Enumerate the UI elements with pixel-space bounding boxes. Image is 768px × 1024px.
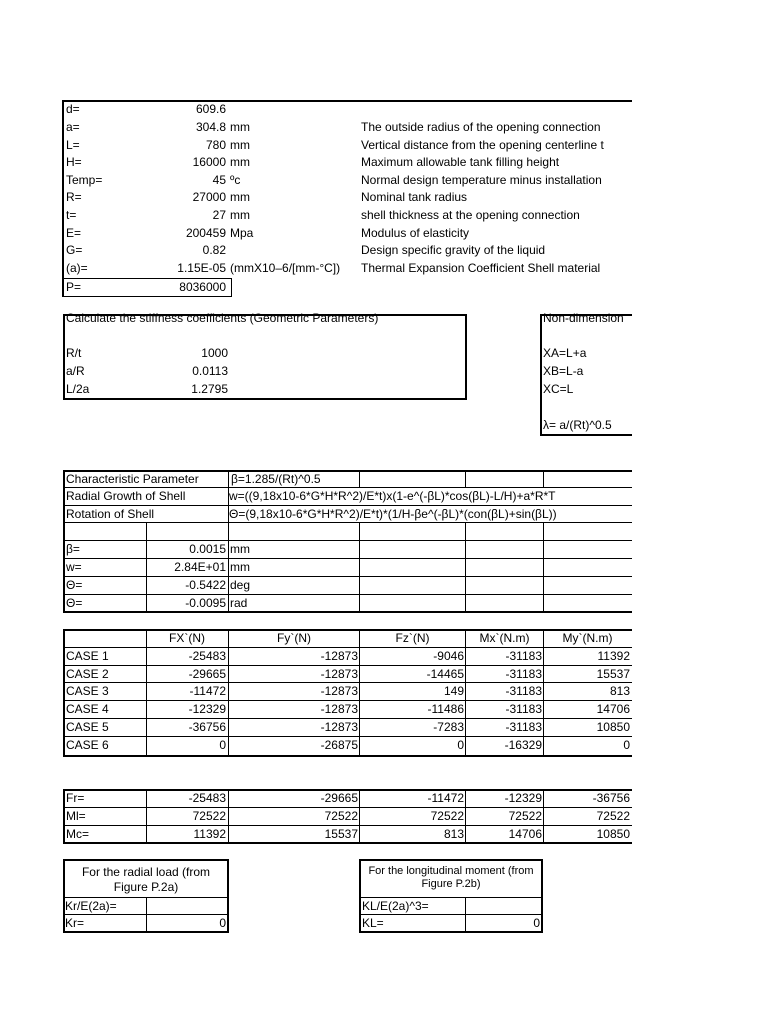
load-column-header: Mx`(N.m) [479, 631, 530, 645]
load-column-header: FX`(N) [169, 631, 205, 645]
param-description: shell thickness at the opening connection [361, 208, 580, 222]
stiffness-label-l2a: L/2a [66, 382, 90, 396]
stiffness-value-l2a: 1.2795 [191, 382, 228, 396]
param-description: Vertical distance from the opening centerline t [361, 138, 604, 152]
char-label-radial: Radial Growth of Shell [66, 489, 186, 503]
summary-cell: -25483 [188, 791, 226, 805]
load-cell: -36756 [188, 720, 226, 734]
nondim-title: Non-dimension [543, 311, 624, 325]
char-formula-theta: Θ=(9,18x10-6*G*H*R^2)/E*t)*(1/H-βe^(-βL)*(con(βL)+sin(βL)) [229, 507, 557, 521]
param-value: 8036000 [179, 280, 226, 294]
result-label: Θ= [66, 596, 83, 610]
summary-cell: 72522 [596, 809, 630, 823]
char-formula-w: w=((9,18x10-6*G*H*R^2)/E*t)x(1-e^(-βL)*cos(βL)-L/H)+a*R*T [229, 489, 556, 503]
nondim-xa: XA=L+a [543, 346, 587, 360]
load-cell: -25483 [188, 649, 226, 663]
radial-kr-ratio-label: Kr/E(2a)= [65, 899, 117, 913]
result-label: β= [66, 542, 80, 556]
load-cell: 15537 [596, 667, 630, 681]
param-value: 0.82 [202, 243, 226, 257]
summary-cell: 72522 [192, 809, 226, 823]
load-cell: -12873 [320, 649, 358, 663]
param-description: Thermal Expansion Coefficient Shell material [361, 261, 601, 275]
summary-cell: 11392 [193, 827, 226, 841]
param-unit: ºc [230, 173, 241, 187]
param-value: 304.8 [195, 120, 226, 134]
summary-cell: 72522 [430, 809, 464, 823]
load-cell: 14706 [596, 702, 630, 716]
load-cell: 0 [457, 738, 464, 752]
result-unit: mm [230, 542, 250, 556]
result-value: -0.5422 [185, 578, 226, 592]
nondim-lambda: λ= a/(Rt)^0.5 [543, 418, 612, 432]
load-cell: -31183 [505, 649, 542, 663]
result-unit: rad [230, 596, 248, 610]
param-value: 27 [212, 208, 226, 222]
load-cell: -12873 [320, 702, 358, 716]
result-value: 0.0015 [189, 542, 226, 556]
nondim-xb: XB=L-a [543, 364, 584, 378]
param-value: 780 [205, 138, 226, 152]
load-case-label: CASE 4 [66, 702, 109, 716]
param-unit: Mpa [230, 226, 254, 240]
load-cell: 0 [623, 738, 630, 752]
radial-load-title: For the radial load (from Figure P.2a) [81, 865, 211, 894]
param-label: E= [66, 226, 82, 240]
char-label-param: Characteristic Parameter [66, 472, 199, 486]
param-label: (a)= [66, 261, 88, 275]
load-cell: -31183 [505, 667, 542, 681]
param-label: d= [66, 102, 80, 116]
longit-kl-value: 0 [533, 916, 540, 930]
param-description: Nominal tank radius [361, 190, 468, 204]
radial-kr-value: 0 [219, 916, 226, 930]
char-label-rotation: Rotation of Shell [66, 507, 155, 521]
param-unit: mm [230, 155, 250, 169]
longitudinal-moment-title: For the longitudinal moment (from Figure P.2b) [368, 865, 534, 890]
load-case-label: CASE 3 [66, 684, 109, 698]
param-label: G= [66, 243, 83, 257]
load-column-header: Fz`(N) [395, 631, 430, 645]
summary-cell: 72522 [324, 809, 358, 823]
nondim-xc: XC=L [543, 382, 574, 396]
param-value: 45 [212, 173, 226, 187]
summary-label: Fr= [66, 791, 85, 805]
param-value: 609.6 [195, 102, 226, 116]
param-label: H= [66, 155, 82, 169]
load-cell: -31183 [505, 702, 542, 716]
summary-label: Ml= [66, 809, 86, 823]
load-case-label: CASE 5 [66, 720, 109, 734]
load-cell: -31183 [505, 720, 542, 734]
load-column-header: My`(N.m) [562, 631, 613, 645]
param-description: Modulus of elasticity [361, 226, 470, 240]
stiffness-label-ar: a/R [66, 364, 85, 378]
param-label: L= [66, 138, 80, 152]
result-label: w= [66, 560, 82, 574]
summary-cell: -11472 [427, 791, 464, 805]
load-cell: 149 [443, 684, 464, 698]
load-case-label: CASE 6 [66, 738, 109, 752]
param-value: 27000 [192, 190, 226, 204]
stiffness-label-rt: R/t [66, 346, 82, 360]
result-unit: deg [230, 578, 251, 592]
param-label: P= [66, 280, 82, 294]
param-label: Temp= [66, 173, 103, 187]
summary-label: Mc= [66, 827, 90, 841]
load-cell: -31183 [505, 684, 542, 698]
result-label: Θ= [66, 578, 83, 592]
load-cell: 11392 [597, 649, 630, 663]
load-cell: -16329 [504, 738, 542, 752]
result-value: -0.0095 [185, 596, 226, 610]
param-value: 1.15E-05 [177, 261, 226, 275]
load-cell: -11486 [427, 702, 464, 716]
param-label: R= [66, 190, 82, 204]
param-label: a= [66, 120, 80, 134]
param-label: t= [66, 208, 77, 222]
load-cell: -14465 [426, 667, 464, 681]
summary-cell: 15537 [324, 827, 358, 841]
param-value: 200459 [185, 226, 226, 240]
load-cell: 0 [219, 738, 226, 752]
param-description: Normal design temperature minus installation [361, 173, 602, 187]
param-unit: (mmX10–6/[mm-°C]) [230, 261, 341, 275]
param-value: 16000 [192, 155, 226, 169]
param-unit: mm [230, 208, 250, 222]
param-unit: mm [230, 190, 250, 204]
longit-kl-label: KL= [362, 916, 384, 930]
stiffness-value-ar: 0.0113 [192, 364, 228, 378]
load-cell: 813 [609, 684, 630, 698]
radial-kr-label: Kr= [65, 916, 85, 930]
param-unit: mm [230, 138, 250, 152]
stiffness-title: Calculate the stiffness coefficients (Geometric Parameters) [66, 311, 379, 325]
param-description: Design specific gravity of the liquid [361, 243, 546, 257]
load-cell: -26875 [320, 738, 358, 752]
summary-cell: 10850 [596, 827, 630, 841]
load-cell: -9046 [433, 649, 464, 663]
load-cell: 10850 [596, 720, 630, 734]
result-unit: mm [230, 560, 250, 574]
stiffness-value-rt: 1000 [201, 346, 228, 360]
load-cell: -12329 [188, 702, 226, 716]
load-cell: -7283 [433, 720, 464, 734]
load-column-header: Fy`(N) [277, 631, 311, 645]
load-case-label: CASE 1 [66, 649, 109, 663]
summary-cell: 14706 [508, 827, 542, 841]
summary-cell: 813 [443, 827, 464, 841]
char-formula-beta: β=1.285/(Rt)^0.5 [231, 472, 321, 486]
param-description: The outside radius of the opening connection [361, 120, 601, 134]
load-cell: -29665 [188, 667, 226, 681]
param-unit: mm [230, 120, 250, 134]
summary-cell: 72522 [508, 809, 542, 823]
longit-kl-ratio-label: KL/E(2a)^3= [362, 899, 429, 913]
load-case-label: CASE 2 [66, 667, 109, 681]
load-cell: -12873 [320, 667, 358, 681]
load-cell: -11472 [189, 684, 226, 698]
result-value: 2.84E+01 [174, 560, 226, 574]
summary-cell: -29665 [320, 791, 358, 805]
summary-cell: -36756 [592, 791, 630, 805]
summary-cell: -12329 [504, 791, 542, 805]
load-cell: -12873 [320, 684, 358, 698]
param-description: Maximum allowable tank filling height [361, 155, 560, 169]
load-cell: -12873 [320, 720, 358, 734]
